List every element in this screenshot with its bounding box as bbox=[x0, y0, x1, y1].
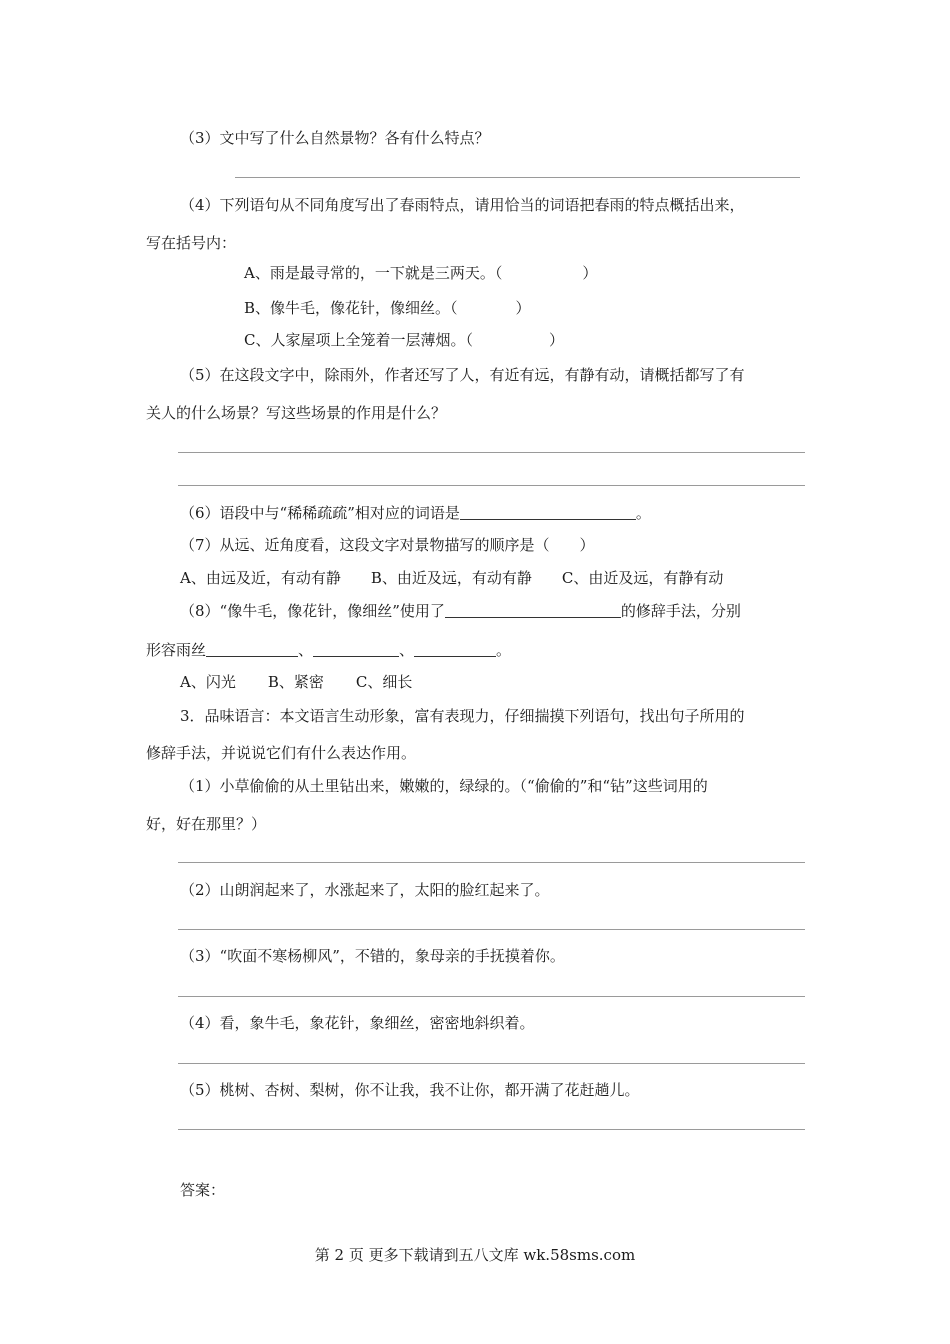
question-4-option-a bbox=[244, 263, 597, 283]
question-6 bbox=[180, 503, 651, 523]
q7-option-b: B、由近及远，有动有静 bbox=[370, 569, 532, 587]
separator: 、 bbox=[298, 641, 314, 659]
question-6-text: （6）语段中与“稀稀疏疏”相对应的词语是 bbox=[180, 504, 460, 522]
section-3-line-1: 3．品味语言：本文语言生动形象，富有表现力，仔细揣摸下列语句，找出句子所用的 bbox=[180, 707, 745, 725]
answer-line bbox=[178, 996, 805, 997]
question-5-line-1: （5）在这段文字中，除雨外，作者还写了人，有近有远，有静有动，请概括都写了有 bbox=[180, 366, 745, 384]
question-4-line-2: 写在括号内： bbox=[146, 234, 237, 252]
option-c-text: C、人家屋项上全笼着一层薄烟。（ bbox=[244, 331, 473, 349]
question-8-options bbox=[180, 672, 412, 692]
question-7: （7）从远、近角度看，这段文字对景物描写的顺序是（ ） bbox=[180, 536, 595, 554]
separator: 、 bbox=[399, 641, 415, 659]
fill-blank bbox=[460, 504, 636, 520]
fill-blank bbox=[206, 641, 298, 657]
phrase-2: （2）山朗润起来了，水涨起来了，太阳的脸红起来了。 bbox=[180, 881, 550, 899]
q8-option-c: C、细长 bbox=[355, 673, 413, 691]
question-3: （3）文中写了什么自然景物？各有什么特点？ bbox=[180, 129, 490, 147]
answer-line bbox=[178, 452, 805, 453]
answer-line bbox=[178, 485, 805, 486]
question-7-options bbox=[180, 568, 723, 588]
page-footer: 第 2 页 更多下载请到五八文库 wk.58sms.com bbox=[314, 1246, 636, 1264]
question-8-line-1 bbox=[180, 601, 741, 621]
answer-line bbox=[178, 1129, 805, 1130]
question-8-line-2-end: 。 bbox=[496, 641, 512, 659]
q7-option-c: C、由近及远，有静有动 bbox=[561, 569, 724, 587]
question-8-line-2 bbox=[146, 640, 511, 660]
question-5-line-2: 关人的什么场景？写这些场景的作用是什么？ bbox=[146, 404, 447, 422]
phrase-4: （4）看，象牛毛，象花针，象细丝，密密地斜织着。 bbox=[180, 1014, 535, 1032]
option-a-close: ） bbox=[582, 264, 598, 282]
option-a-text: A、雨是最寻常的，一下就是三两天。（ bbox=[244, 264, 503, 282]
answer-line bbox=[178, 862, 805, 863]
question-8-line-2-start: 形容雨丝 bbox=[146, 641, 207, 659]
phrase-1-line-2: 好，好在那里？） bbox=[146, 815, 267, 833]
phrase-5: （5）桃树、杏树、梨树，你不让我，我不让你，都开满了花赶趟儿。 bbox=[180, 1081, 640, 1099]
question-4-option-b bbox=[244, 298, 531, 318]
q8-option-a: A、闪光 bbox=[180, 673, 236, 691]
question-6-end: 。 bbox=[635, 504, 651, 522]
question-8-end: 的修辞手法，分别 bbox=[620, 602, 741, 620]
q7-option-a: A、由远及近，有动有静 bbox=[180, 569, 341, 587]
q8-option-b: B、紧密 bbox=[267, 673, 324, 691]
answer-line bbox=[178, 1063, 805, 1064]
answer-heading: 答案： bbox=[180, 1181, 226, 1199]
option-c-close: ） bbox=[548, 331, 564, 349]
question-8-start: （8）“像牛毛，像花针，像细丝”使用了 bbox=[180, 602, 445, 620]
answer-line bbox=[235, 177, 800, 178]
option-b-close: ） bbox=[515, 299, 531, 317]
question-4-line-1: （4）下列语句从不同角度写出了春雨特点，请用恰当的词语把春雨的特点概括出来， bbox=[180, 196, 745, 214]
fill-blank bbox=[445, 602, 621, 618]
section-3-line-2: 修辞手法，并说说它们有什么表达作用。 bbox=[146, 744, 417, 762]
question-4-option-c bbox=[244, 330, 564, 350]
phrase-3: （3）“吹面不寒杨柳风”，不错的，象母亲的手抚摸着你。 bbox=[180, 947, 565, 965]
fill-blank bbox=[313, 641, 399, 657]
option-b-text: B、像牛毛，像花针，像细丝。（ bbox=[244, 299, 458, 317]
phrase-1-line-1: （1）小草偷偷的从土里钻出来，嫩嫩的，绿绿的。（“偷偷的”和“钻”这些词用的 bbox=[180, 777, 708, 795]
answer-line bbox=[178, 929, 805, 930]
fill-blank bbox=[414, 641, 496, 657]
